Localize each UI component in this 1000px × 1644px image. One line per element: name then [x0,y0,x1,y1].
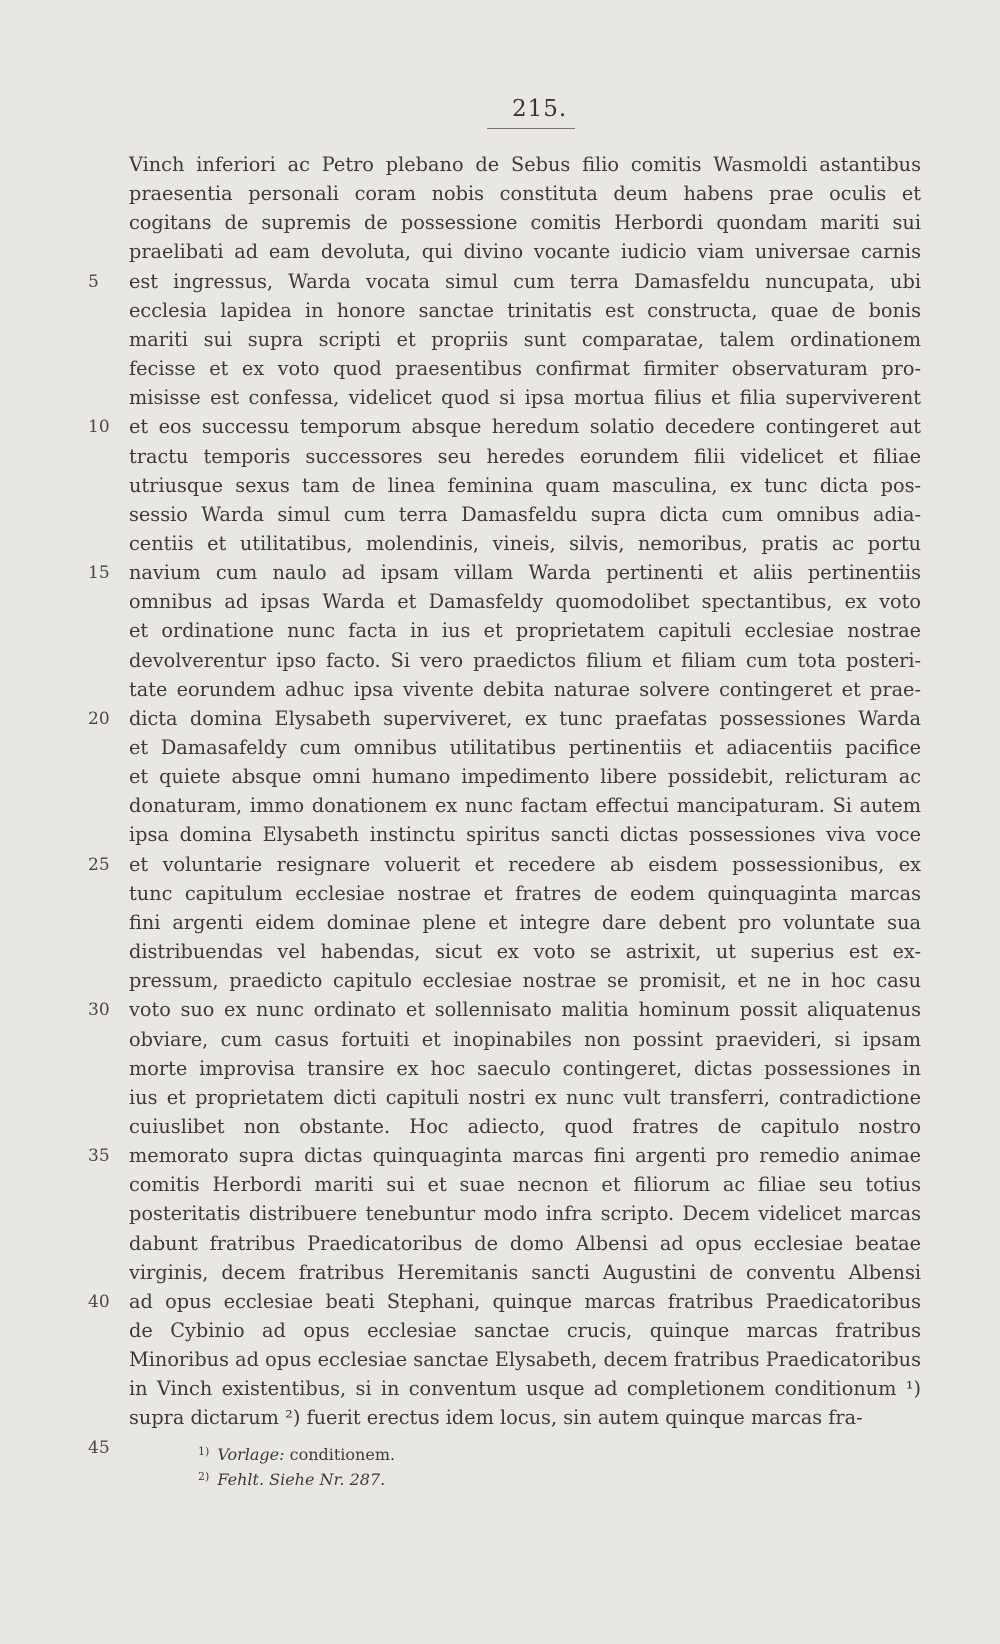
text-line: praesentia personali coram nobis constituta deum habens prae oculis et [129,182,921,206]
text-line: fecisse et ex voto quod praesentibus confirmat firmiter observaturam pro- [129,357,921,381]
text-line: donaturam, immo donationem ex nunc factam effectui mancipaturam. Si autem [129,794,921,818]
text-line: in Vinch existentibus, si in conventum usque ad completionem conditionum ¹) [129,1377,921,1401]
footnote-label: Fehlt. Siehe Nr. 287. [217,1470,386,1489]
line-number: 45 [88,1437,110,1458]
line-number: 30 [88,1000,110,1021]
text-line: comitis Herbordi mariti sui et suae necnon et filiorum ac filiae seu totius [129,1173,921,1197]
text-line: virginis, decem fratribus Heremitanis sancti Augustini de conventu Albensi [129,1260,921,1284]
text-line: utriusque sexus tam de linea feminina quam masculina, ex tunc dicta pos- [129,473,921,497]
text-line: cuiuslibet non obstante. Hoc adiecto, quod fratres de capitulo nostro [129,1114,921,1138]
line-number: 25 [88,854,110,875]
footnote-2 [198,1470,385,1489]
text-line: omnibus ad ipsas Warda et Damasfeldy quomodolibet spectantibus, ex voto [129,590,921,614]
text-line: de Cybinio ad opus ecclesiae sanctae crucis, quinque marcas fratribus [129,1319,921,1342]
text-line: sessio Warda simul cum terra Damasfeldu supra dicta cum omnibus adia- [129,502,921,526]
text-line: et ordinatione nunc facta in ius et proprietatem capituli ecclesiae nostrae [129,619,921,643]
line-number: 15 [88,563,110,584]
text-line: voto suo ex nunc ordinato et sollennisato malitia hominum possit aliquatenus [129,998,921,1022]
text-line: misisse est confessa, videlicet quod si ipsa mortua filius et filia superviverent [129,386,921,410]
text-line: pressum, praedicto capitulo ecclesiae nostrae se promisit, et ne in hoc casu [129,969,921,993]
text-line: dabunt fratribus Praedicatoribus de domo Albensi ad opus ecclesiae beatae [129,1231,921,1255]
text-line: est ingressus, Warda vocata simul cum terra Damasfeldu nuncupata, ubi [129,269,921,293]
text-line: ad opus ecclesiae beati Stephani, quinque marcas fratribus Praedicatoribus [129,1289,921,1313]
text-line: cogitans de supremis de possessione comitis Herbordi quondam mariti sui [129,211,921,235]
text-line: et eos successu temporum absque heredum solatio decedere contingeret aut [129,415,921,439]
text-line: distribuendas vel habendas, sicut ex voto se astrixit, ut superius est ex- [129,940,921,964]
text-line: memorato supra dictas quinquaginta marcas fini argenti pro remedio animae [129,1144,921,1168]
footnote-mark: 2) [198,1470,210,1483]
text-line: ius et proprietatem dicti capituli nostri ex nunc vult transferri, contradictione [129,1085,921,1109]
text-line: et Damasafeldy cum omnibus utilitatibus pertinentiis et adiacentiis pacifice [129,736,921,759]
text-line: tunc capitulum ecclesiae nostrae et fratres de eodem quinquaginta marcas [129,881,921,905]
text-line: Vinch inferiori ac Petro plebano de Sebus filio comitis Wasmoldi astantibus [129,153,921,176]
text-line: navium cum naulo ad ipsam villam Warda pertinenti et aliis pertinentiis [129,561,921,585]
line-number: 20 [88,708,110,729]
text-line: supra dictarum ²) fuerit erectus idem locus, sin autem quinque marcas fra- [129,1406,863,1430]
footnote-mark: 1) [198,1445,210,1458]
text-line: ipsa domina Elysabeth instinctu spiritus sancti dictas possessiones viva voce [129,823,921,847]
text-line: et voluntarie resignare voluerit et recedere ab eisdem possessionibus, ex [129,852,921,876]
text-line: centiis et utilitatibus, molendinis, vineis, silvis, nemoribus, pratis ac portu [129,531,921,555]
footnote-label: Vorlage: [217,1445,285,1464]
text-line: mariti sui supra scripti et propriis sunt comparatae, talem ordinationem [129,327,921,351]
text-line: ecclesia lapidea in honore sanctae trinitatis est constructa, quae de bonis [129,298,921,322]
text-line: tate eorundem adhuc ipsa vivente debita naturae solvere contingeret et prae- [129,677,921,701]
header-rule [487,128,575,129]
page-number: 215. [512,96,568,122]
footnote-text: conditionem. [284,1445,396,1464]
text-line: devolverentur ipso facto. Si vero praedictos filium et filiam cum tota posteri- [129,648,921,672]
text-line: praelibati ad eam devoluta, qui divino vocante iudicio viam universae carnis [129,240,921,264]
line-number: 35 [88,1146,110,1167]
line-number: 10 [88,417,110,438]
line-number: 5 [88,271,99,292]
text-line: Minoribus ad opus ecclesiae sanctae Elysabeth, decem fratribus Praedicatoribus [129,1348,921,1372]
line-number: 40 [88,1291,110,1312]
footnote-1 [198,1445,395,1464]
text-line: tractu temporis successores seu heredes eorundem filii videlicet et filiae [129,444,921,468]
text-line: posteritatis distribuere tenebuntur modo infra scripto. Decem videlicet marcas [129,1202,921,1226]
text-line: morte improvisa transire ex hoc saeculo contingeret, dictas possessiones in [129,1056,921,1080]
text-line: et quiete absque omni humano impedimento libere possidebit, relicturam ac [129,765,921,789]
text-line: fini argenti eidem dominae plene et integre dare debent pro voluntate sua [129,910,921,934]
text-line: dicta domina Elysabeth superviveret, ex tunc praefatas possessiones Warda [129,706,921,730]
text-line: obviare, cum casus fortuiti et inopinabiles non possint praevideri, si ipsam [129,1027,921,1051]
